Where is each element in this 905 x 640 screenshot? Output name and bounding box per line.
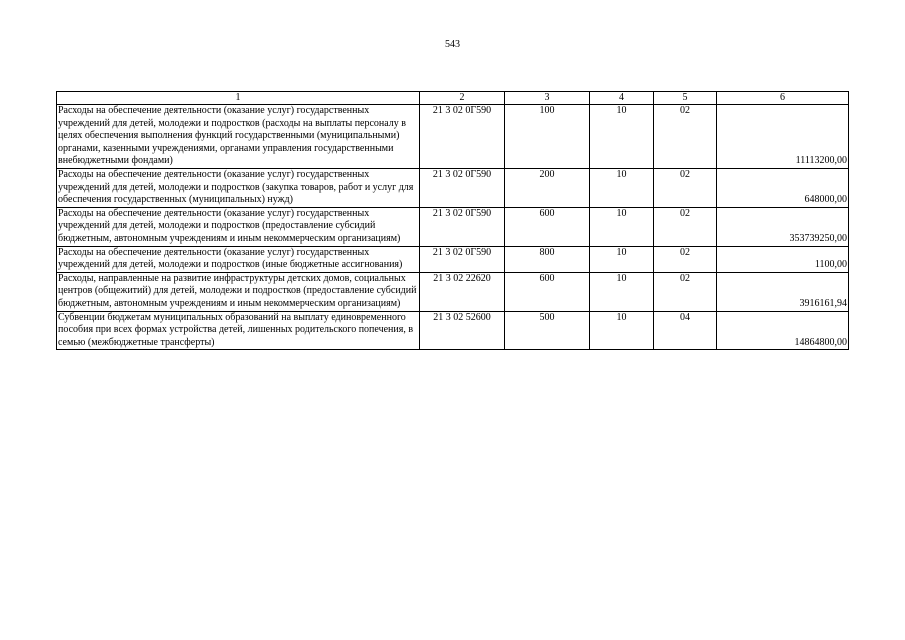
row-expense-type: 600	[505, 207, 590, 246]
row-section: 10	[590, 207, 654, 246]
row-expense-type: 100	[505, 105, 590, 169]
row-subsection: 04	[654, 311, 717, 350]
row-description: Субвенции бюджетам муниципальных образований на выплату единовременного пособия при всех формах устройства детей, лишенных родительского попечения, в семью (межбюджетные трансферты)	[57, 311, 420, 350]
row-subsection: 02	[654, 168, 717, 207]
table-row	[57, 207, 849, 246]
row-amount: 353739250,00	[717, 207, 849, 246]
row-amount: 11113200,00	[717, 105, 849, 169]
row-target-code: 21 3 02 0Г590	[420, 105, 505, 169]
row-section: 10	[590, 105, 654, 169]
header-col-5: 5	[654, 92, 717, 105]
header-row	[57, 92, 849, 105]
table-row	[57, 246, 849, 272]
row-expense-type: 500	[505, 311, 590, 350]
row-subsection: 02	[654, 272, 717, 311]
row-section: 10	[590, 168, 654, 207]
row-description: Расходы на обеспечение деятельности (оказание услуг) государственных учреждений для детей, молодежи и подростков (иные бюджетные ассигнования)	[57, 246, 420, 272]
row-subsection: 02	[654, 246, 717, 272]
row-target-code: 21 3 02 0Г590	[420, 168, 505, 207]
table-row	[57, 168, 849, 207]
table-row	[57, 105, 849, 169]
row-description: Расходы, направленные на развитие инфраструктуры детских домов, социальных центров (общежитий) для детей, молодежи и подростков (предоставление субсидий бюджетным, автономным учреждениям и иным некоммерческим организациям)	[57, 272, 420, 311]
row-target-code: 21 3 02 0Г590	[420, 246, 505, 272]
row-subsection: 02	[654, 105, 717, 169]
row-target-code: 21 3 02 0Г590	[420, 207, 505, 246]
header-col-4: 4	[590, 92, 654, 105]
table-row	[57, 272, 849, 311]
row-target-code: 21 3 02 22620	[420, 272, 505, 311]
header-col-3: 3	[505, 92, 590, 105]
row-subsection: 02	[654, 207, 717, 246]
row-description: Расходы на обеспечение деятельности (оказание услуг) государственных учреждений для детей, молодежи и подростков (предоставление субсидий бюджетным, автономным учреждениям и иным некоммерческим организациям)	[57, 207, 420, 246]
row-section: 10	[590, 311, 654, 350]
row-description: Расходы на обеспечение деятельности (оказание услуг) государственных учреждений для детей, молодежи и подростков (расходы на выплаты персоналу в целях обеспечения выполнения функций государственными (муниципальными) органами, казенными учреждениями, органами управления государственными внебюджетными фондами)	[57, 105, 420, 169]
row-amount: 3916161,94	[717, 272, 849, 311]
budget-table	[56, 91, 849, 350]
header-col-2: 2	[420, 92, 505, 105]
page-number: 543	[445, 39, 460, 50]
table-row	[57, 311, 849, 350]
row-expense-type: 800	[505, 246, 590, 272]
row-expense-type: 200	[505, 168, 590, 207]
row-section: 10	[590, 246, 654, 272]
header-col-1: 1	[57, 92, 420, 105]
row-amount: 14864800,00	[717, 311, 849, 350]
header-col-6: 6	[717, 92, 849, 105]
row-amount: 648000,00	[717, 168, 849, 207]
row-target-code: 21 3 02 52600	[420, 311, 505, 350]
row-expense-type: 600	[505, 272, 590, 311]
row-description: Расходы на обеспечение деятельности (оказание услуг) государственных учреждений для детей, молодежи и подростков (закупка товаров, работ и услуг для обеспечения государственных (муниципальных) нужд)	[57, 168, 420, 207]
row-section: 10	[590, 272, 654, 311]
row-amount: 1100,00	[717, 246, 849, 272]
